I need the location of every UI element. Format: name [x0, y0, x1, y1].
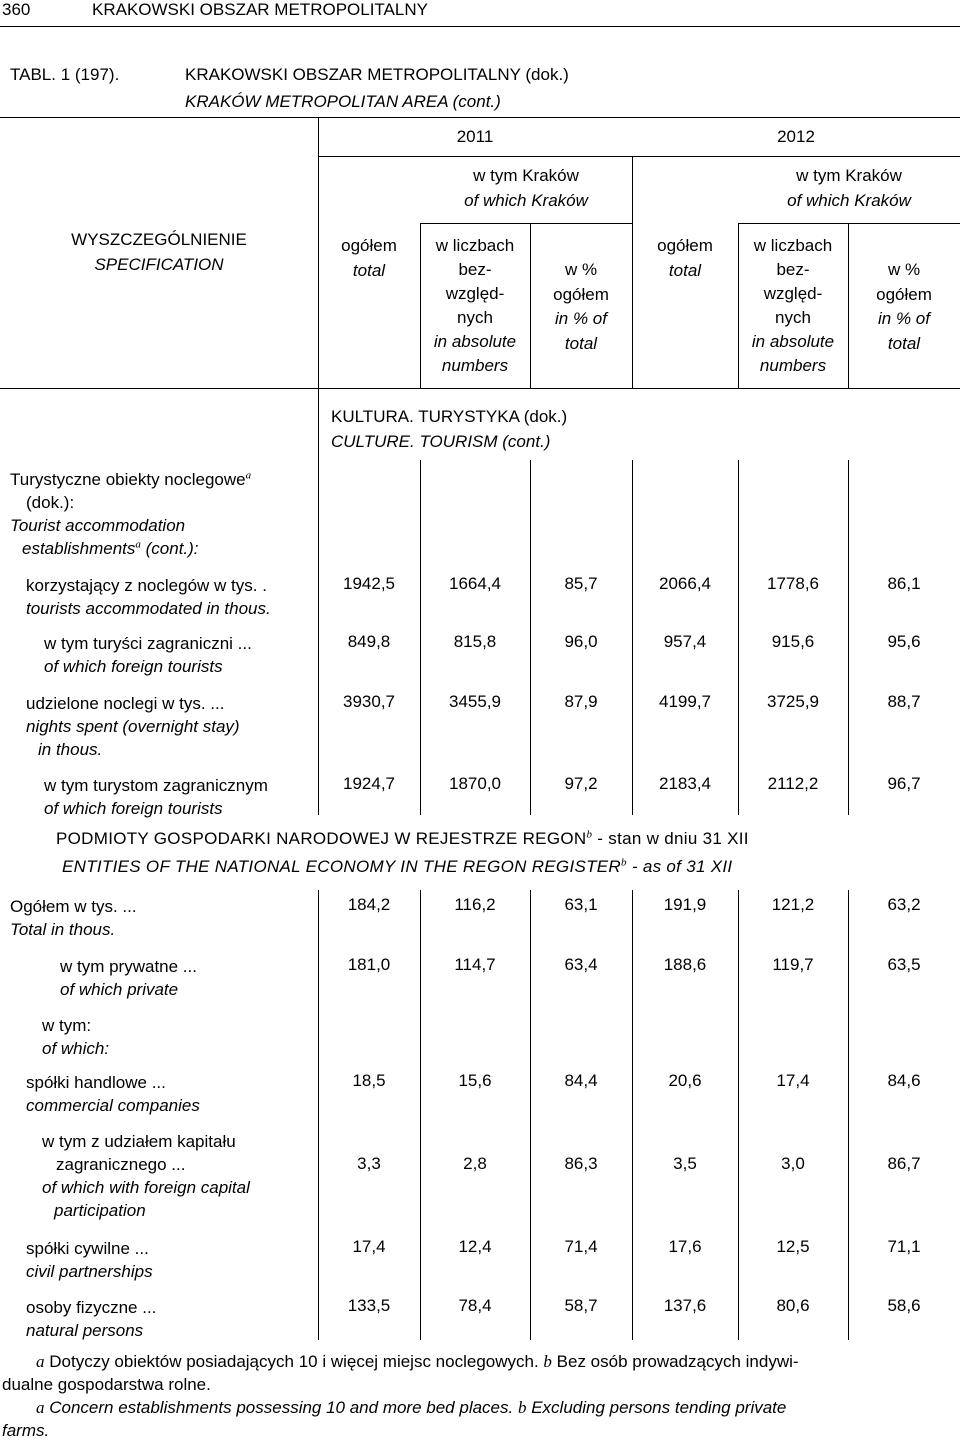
cell-value: 17,4 — [776, 1071, 810, 1090]
cell-value: 63,1 — [564, 895, 598, 914]
cell-value: 4199,7 — [659, 692, 711, 711]
group-pl-1: Turystyczne obiekty noclegowe — [10, 470, 246, 489]
year-rule — [318, 156, 960, 157]
cell-value: 2183,4 — [659, 774, 711, 793]
cell-value: 184,2 — [347, 895, 391, 914]
abs-en-1: in absolute — [433, 332, 517, 351]
cell-value: 2112,2 — [767, 774, 819, 793]
footnote-en-a: Concern establishments possessing 10 and more bed places. — [49, 1398, 514, 1417]
section1-title-en: CULTURE. TOURISM (cont.) — [331, 432, 551, 451]
row-label-en: of which: — [42, 1039, 110, 1058]
total-en: total — [352, 260, 386, 280]
section2-title-pl-tail: - stan w dniu 31 XII — [597, 829, 749, 848]
group-en-2: establishments — [22, 539, 136, 558]
cell-value: 133,5 — [347, 1296, 391, 1315]
pct-pl-2: ogółem — [553, 284, 609, 304]
row-label-en: of which with foreign capital — [42, 1178, 250, 1197]
cell-value: 119,7 — [772, 955, 814, 974]
row-label-en: nights spent (overnight stay) — [26, 717, 240, 736]
abs-pl-3: względ- — [445, 284, 505, 303]
cell-value: 815,8 — [453, 632, 497, 651]
abs-en-1: in absolute — [751, 332, 835, 351]
cell-value: 957,4 — [663, 632, 707, 651]
row-label-en: of which foreign tourists — [44, 657, 223, 676]
pct-header-2011 — [530, 258, 632, 356]
cell-value: 188,6 — [663, 955, 707, 974]
of-which-krakow-2011 — [420, 164, 632, 213]
pct-en-2: total — [887, 333, 921, 353]
table-top-rule — [0, 117, 960, 118]
row-label — [26, 1071, 200, 1117]
cell-value: 20,6 — [668, 1071, 702, 1090]
abs-en-2: numbers — [441, 356, 509, 375]
cell-value: 181,0 — [347, 955, 391, 974]
cell-value: 86,1 — [887, 574, 921, 593]
footnote-a-mark: a — [36, 1352, 45, 1371]
cell-value: 84,4 — [564, 1071, 598, 1090]
footnote-b-mark: b — [517, 1398, 527, 1417]
abs-en-2: numbers — [759, 356, 827, 375]
cell-value: 95,6 — [887, 632, 921, 651]
footnote-b-mark: b — [543, 1352, 552, 1371]
cell-value: 88,7 — [887, 692, 921, 711]
row-label-en: civil partnerships — [26, 1262, 153, 1281]
cell-value: 1664,4 — [449, 574, 501, 593]
section1-title-pl: KULTURA. TURYSTYKA (dok.) — [331, 407, 568, 426]
row-label — [10, 895, 137, 941]
cell-value: 84,6 — [887, 1071, 921, 1090]
footnote-b-mark: b — [586, 828, 593, 841]
footnote-pl-a: Dotyczy obiektów posiadających 10 i więcej miejsc noclegowych. — [49, 1352, 539, 1371]
cell-value: 3,5 — [673, 1154, 697, 1173]
abs-pl-2: bez- — [458, 260, 492, 279]
cell-value: 63,5 — [887, 955, 921, 974]
row-label — [26, 574, 271, 620]
table-title-en: KRAKÓW METROPOLITAN AREA (cont.) — [185, 92, 501, 111]
row-label — [44, 774, 268, 820]
row-label-pl: spółki cywilne ... — [26, 1239, 149, 1258]
pct-pl-1: w % — [887, 260, 921, 279]
col-divider — [318, 389, 319, 815]
footnote-a-mark: a — [135, 538, 141, 551]
row-label — [44, 632, 252, 678]
cell-value: 97,2 — [564, 774, 598, 793]
group-label — [10, 468, 251, 560]
row-label-pl: w tym turyści zagraniczni ... — [44, 634, 252, 653]
cell-value: 1870,0 — [449, 774, 501, 793]
cell-value: 121,2 — [771, 895, 815, 914]
table-title-pl: KRAKOWSKI OBSZAR METROPOLITALNY (dok.) — [185, 65, 569, 84]
row-label-pl: spółki handlowe ... — [26, 1073, 166, 1092]
absolute-header-2011 — [420, 234, 530, 378]
footnote-en-line2: farms. — [2, 1421, 50, 1440]
year-2011: 2011 — [456, 127, 494, 146]
cell-value: 191,9 — [663, 895, 707, 914]
cell-value: 3,3 — [357, 1154, 381, 1173]
pct-pl-2: ogółem — [876, 284, 932, 304]
total-pl: ogółem — [341, 236, 397, 255]
footnote-pl-line1 — [36, 1352, 799, 1372]
row-label-pl: w tym: — [42, 1016, 92, 1035]
row-label-en: commercial companies — [26, 1096, 200, 1115]
row-label-pl: w tym turystom zagranicznym — [44, 776, 268, 795]
total-en: total — [668, 260, 702, 280]
group-en-1: Tourist accommodation — [10, 516, 186, 535]
row-label-en2: in thous. — [38, 740, 103, 759]
group-pl-2: (dok.): — [26, 493, 75, 512]
cell-value: 114,7 — [454, 955, 496, 974]
cell-value: 1778,6 — [767, 574, 819, 593]
abs-pl-4: nych — [457, 308, 493, 327]
of-which-rule-2012 — [738, 223, 960, 224]
row-label-en: of which private — [60, 980, 179, 999]
row-label-pl: Ogółem w tys. ... — [10, 897, 137, 916]
row-label-pl: udzielone noclegi w tys. ... — [26, 694, 225, 713]
cell-value: 58,7 — [564, 1296, 598, 1315]
abs-pl-1: w liczbach — [435, 236, 515, 255]
footnote-en-line1 — [36, 1398, 786, 1418]
row-label-pl: w tym prywatne ... — [60, 957, 197, 976]
header-rule — [0, 26, 960, 27]
row-label-pl: w tym z udziałem kapitału — [42, 1132, 236, 1151]
cell-value: 17,6 — [668, 1237, 702, 1256]
cell-value: 2066,4 — [659, 574, 711, 593]
cell-value: 86,3 — [564, 1154, 598, 1173]
cell-value: 15,6 — [458, 1071, 492, 1090]
cell-value: 2,8 — [463, 1154, 487, 1173]
running-head: KRAKOWSKI OBSZAR METROPOLITALNY — [92, 0, 428, 19]
cell-value: 71,1 — [887, 1237, 921, 1256]
pct-pl-1: w % — [564, 260, 598, 279]
row-label-en: of which foreign tourists — [44, 799, 223, 818]
cell-value: 3,0 — [781, 1154, 805, 1173]
pct-en-2: total — [564, 333, 598, 353]
abs-pl-4: nych — [775, 308, 811, 327]
total-header-2011 — [318, 234, 420, 283]
cell-value: 12,4 — [458, 1237, 492, 1256]
footnote-a-mark: a — [245, 469, 252, 482]
cell-value: 12,5 — [776, 1237, 810, 1256]
pct-en-1: in % of — [555, 309, 607, 328]
spec-pl: WYSZCZEGÓLNIENIE — [71, 230, 247, 249]
section2-title-en-text: ENTITIES OF THE NATIONAL ECONOMY IN THE REGON REGISTER — [62, 857, 622, 876]
row-label — [44, 955, 197, 1001]
footnote-a-mark: a — [36, 1398, 45, 1417]
footnote-pl-b: Bez osób prowadzących indywi- — [556, 1352, 799, 1371]
footnote-en-b: Excluding persons tending private — [531, 1398, 787, 1417]
total-pl: ogółem — [657, 236, 713, 255]
section2-title-en — [62, 857, 732, 877]
section2-title-pl-text: PODMIOTY GOSPODARKI NARODOWEJ W REJESTRZE REGON — [56, 829, 587, 848]
row-label-en: natural persons — [26, 1321, 144, 1340]
abs-pl-3: względ- — [763, 284, 823, 303]
abs-pl-1: w liczbach — [753, 236, 833, 255]
section2-title-pl — [56, 829, 749, 849]
row-label — [42, 1014, 109, 1060]
table-id: TABL. 1 (197). — [10, 65, 120, 84]
header-bottom-rule — [0, 388, 960, 389]
cell-value: 137,6 — [663, 1296, 707, 1315]
of-which-en: of which Kraków — [787, 190, 911, 210]
group-en-3: (cont.): — [145, 539, 199, 558]
footnote-pl-line2: dualne gospodarstwa rolne. — [2, 1375, 211, 1394]
spec-en: SPECIFICATION — [94, 254, 224, 274]
cell-value: 78,4 — [458, 1296, 492, 1315]
row-label — [26, 1237, 153, 1283]
page-number: 360 — [2, 0, 31, 19]
row-label-pl: korzystający z noclegów w tys. . — [26, 576, 267, 595]
total-header-2012 — [632, 234, 738, 283]
cell-value: 96,7 — [887, 774, 921, 793]
row-label-en: tourists accommodated in thous. — [26, 599, 271, 618]
cell-value: 71,4 — [564, 1237, 598, 1256]
year-2012: 2012 — [777, 127, 815, 146]
of-which-rule-2011 — [420, 223, 632, 224]
section2-title-en-tail: - as of 31 XII — [631, 857, 733, 876]
pct-header-2012 — [848, 258, 960, 356]
pct-en-1: in % of — [878, 309, 930, 328]
cell-value: 116,2 — [454, 895, 496, 914]
row-label-pl2: zagranicznego ... — [56, 1155, 186, 1174]
cell-value: 58,6 — [887, 1296, 921, 1315]
row-label-pl: osoby fizyczne ... — [26, 1298, 157, 1317]
row-label — [26, 1296, 156, 1342]
cell-value: 63,2 — [887, 895, 921, 914]
spec-header — [0, 228, 318, 277]
abs-pl-2: bez- — [776, 260, 810, 279]
row-label-en: Total in thous. — [10, 920, 116, 939]
cell-value: 17,4 — [352, 1237, 386, 1256]
of-which-en: of which Kraków — [464, 190, 588, 210]
cell-value: 63,4 — [564, 955, 598, 974]
cell-value: 3455,9 — [449, 692, 501, 711]
absolute-header-2012 — [738, 234, 848, 378]
cell-value: 3725,9 — [767, 692, 819, 711]
row-label — [26, 692, 240, 761]
cell-value: 87,9 — [564, 692, 598, 711]
cell-value: 1924,7 — [343, 774, 395, 793]
cell-value: 915,6 — [771, 632, 815, 651]
cell-value: 80,6 — [776, 1296, 810, 1315]
row-label — [42, 1130, 250, 1222]
cell-value: 85,7 — [564, 574, 598, 593]
cell-value: 849,8 — [347, 632, 391, 651]
cell-value: 1942,5 — [343, 574, 395, 593]
cell-value: 96,0 — [564, 632, 598, 651]
of-which-pl: w tym Kraków — [473, 166, 579, 185]
cell-value: 86,7 — [887, 1154, 921, 1173]
cell-value: 18,5 — [352, 1071, 386, 1090]
cell-value: 3930,7 — [343, 692, 395, 711]
of-which-pl: w tym Kraków — [796, 166, 902, 185]
footnote-b-mark: b — [621, 856, 627, 869]
row-label-en2: participation — [54, 1201, 146, 1220]
of-which-krakow-2012 — [738, 164, 960, 213]
